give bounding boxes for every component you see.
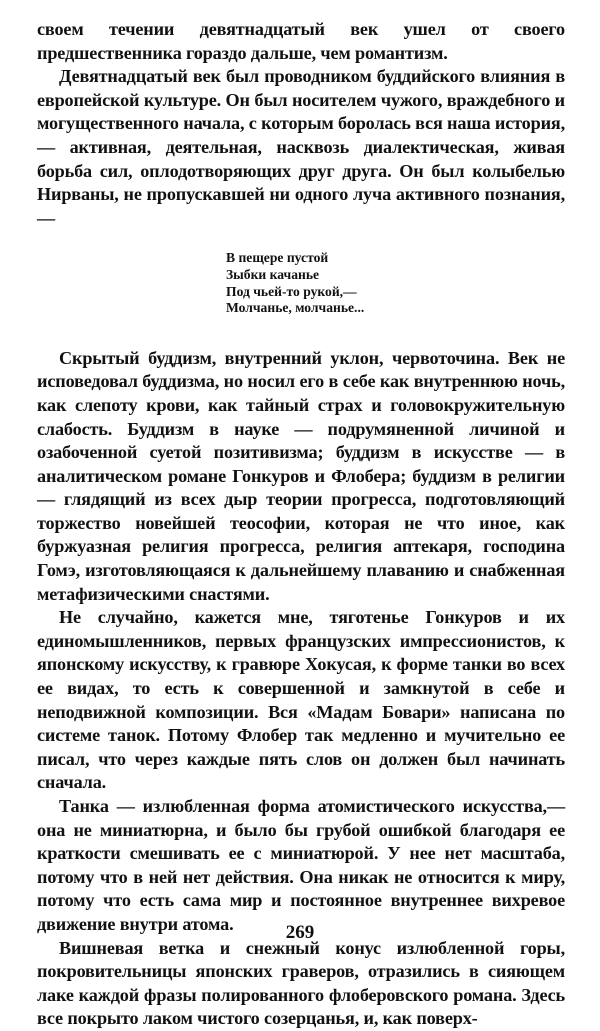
poem-line: В пещере пустой [226, 250, 329, 266]
poem-line: Под чьей-то рукой,— [226, 283, 357, 299]
poem-line: Зыбки качанье [226, 266, 320, 282]
paragraph-continuation: своем течении девятнадцатый век ушел от своего предшественника гораздо дальше, чем романтизм. [37, 19, 565, 63]
paragraph-buddhist-influence: Девятнадцатый век был проводником буддийского влияния в европейской культуре. Он был носителем чужого, враждебного и могущественного начала, с которым боролась вся наша история,— активная, деятельная, насквозь диалектическая, живая борьба сил, оплодотворяющих друг друга. Он был колыбелью Нирваны, не пропускавшей ни одного луча активного познания,— [37, 66, 565, 228]
poem-line: Молчанье, молчанье... [226, 300, 365, 316]
page-body [37, 18, 565, 1031]
paragraph-goncourt-japan: Не случайно, кажется мне, тяготенье Гонкуров и их единомышленников, первых французских импрессионистов, к японскому искусству, к гравюре Хокусая, к форме танки во всех ее видах, то есть к совершенной и замкнутой в себе и неподвижной композиции. Вся «Мадам Бовари» написана по системе танок. Потому Флобер так медленно и мучительно ее писал, что через каждые пять слов он должен был начинать сначала. [37, 607, 565, 793]
page-number: 269 [285, 922, 315, 943]
paragraph-cherry-branch: Вишневая ветка и снежный конус излюбленной горы, покровительницы японских граверов, отразились в сияющем лаке каждой фразы полированного флоберовского романа. Здесь все покрыто лаком чистого созерцанья, и, как поверх- [37, 937, 565, 1029]
poem-quote [226, 250, 565, 316]
paragraph-hidden-buddhism: Скрытый буддизм, внутренний уклон, червоточина. Век не исповедовал буддизма, но носил его в себе как внутреннюю ночь, как слепоту крови, как тайный страх и головокружительную слабость. Буддизм в науке — подрумяненной личиной и озабоченной суетой позитивизма; буддизм в искусстве — в аналитическом романе Гонкуров и Флобера; буддизм в религии — глядящий из всех дыр теории прогресса, подготовляющий торжество новейшей теософии, которая не что иное, как буржуазная религия прогресса, религия аптекаря, господина Гомэ, изготовляющаяся к дальнейшему плаванию и снабженная метафизическими снастями. [37, 347, 565, 604]
paragraph-tanka: Танка — излюбленная форма атомистического искусства,— она не миниатюрна, и было бы грубой ошибкой благодаря ее краткости смешивать ее с миниатюрой. У нее нет масштаба, потому что в ней нет действия. Она никак не относится к миру, потому что есть сама мир и постоянное внутреннее вихревое движение внутри атома. [37, 796, 565, 934]
